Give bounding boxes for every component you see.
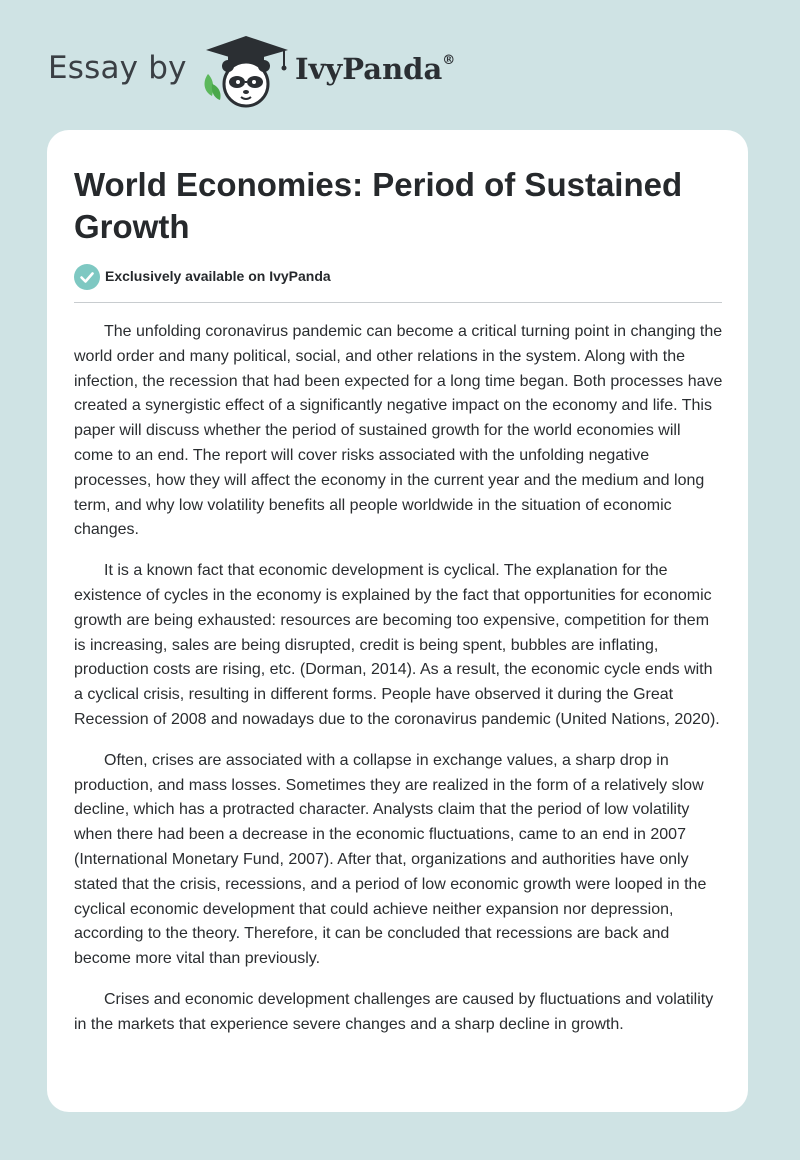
essay-by-label: Essay by <box>48 50 187 86</box>
site-header <box>0 0 800 130</box>
paragraph: Crises and economic development challenges are caused by fluctuations and volatility in the markets that experience severe changes and a sharp decline in growth. <box>74 990 714 1033</box>
panda-graduate-icon <box>200 30 292 110</box>
essay-body <box>74 320 724 1054</box>
check-circle-icon <box>74 264 100 290</box>
paragraph: It is a known fact that economic development is cyclical. The explanation for the existence of cycles in the economy is explained by the fact that opportunities for economic growth are being exhausted: resources are becoming too expensive, competition for them is increasing, sales are being disrupted, credit is being spent, bubbles are inflating, production costs are rising, etc. (Dorman, 2014). As a result, the economic cycle ends with a cyclical crisis, resulting in different forms. People have observed it during the Great Recession of 2008 and nowadays due to the coronavirus pandemic (United Nations, 2020). <box>74 562 720 728</box>
paragraph: The unfolding coronavirus pandemic can become a critical turning point in changing the world order and many political, social, and other relations in the system. Along with the infection, the recession that had been expected for a long time began. Both processes have created a synergistic effect of a significantly negative impact on the economy and life. This paper will discuss whether the period of sustained growth for the world economies will come to an end. The report will cover risks associated with the unfolding negative processes, how they will affect the economy in the current year and the medium and long term, and why low volatility benefits all people worldwide in the situation of economic changes. <box>74 323 723 539</box>
exclusive-badge-label: Exclusively available on IvyPanda <box>105 268 331 284</box>
divider <box>74 302 722 303</box>
brand-name: IvyPanda® <box>295 52 456 86</box>
essay-card <box>47 130 748 1112</box>
exclusive-badge <box>74 264 674 290</box>
paragraph: Often, crises are associated with a collapse in exchange values, a sharp drop in production, and mass losses. Sometimes they are realized in the form of a relatively slow decline, which has a protracted character. Analysts claim that the period of low volatility when there had been a decrease in the economic fluctuations, came to an end in 2007 (International Monetary Fund, 2007). After that, organizations and authorities have only stated that the crisis, recessions, and a period of low economic growth were looped in the cyclical economic development that could achieve neither expansion nor depression, according to the theory. Therefore, it can be concluded that recessions are back and become more vital than previously. <box>74 751 707 968</box>
page-title: World Economies: Period of Sustained Growth <box>74 166 683 245</box>
